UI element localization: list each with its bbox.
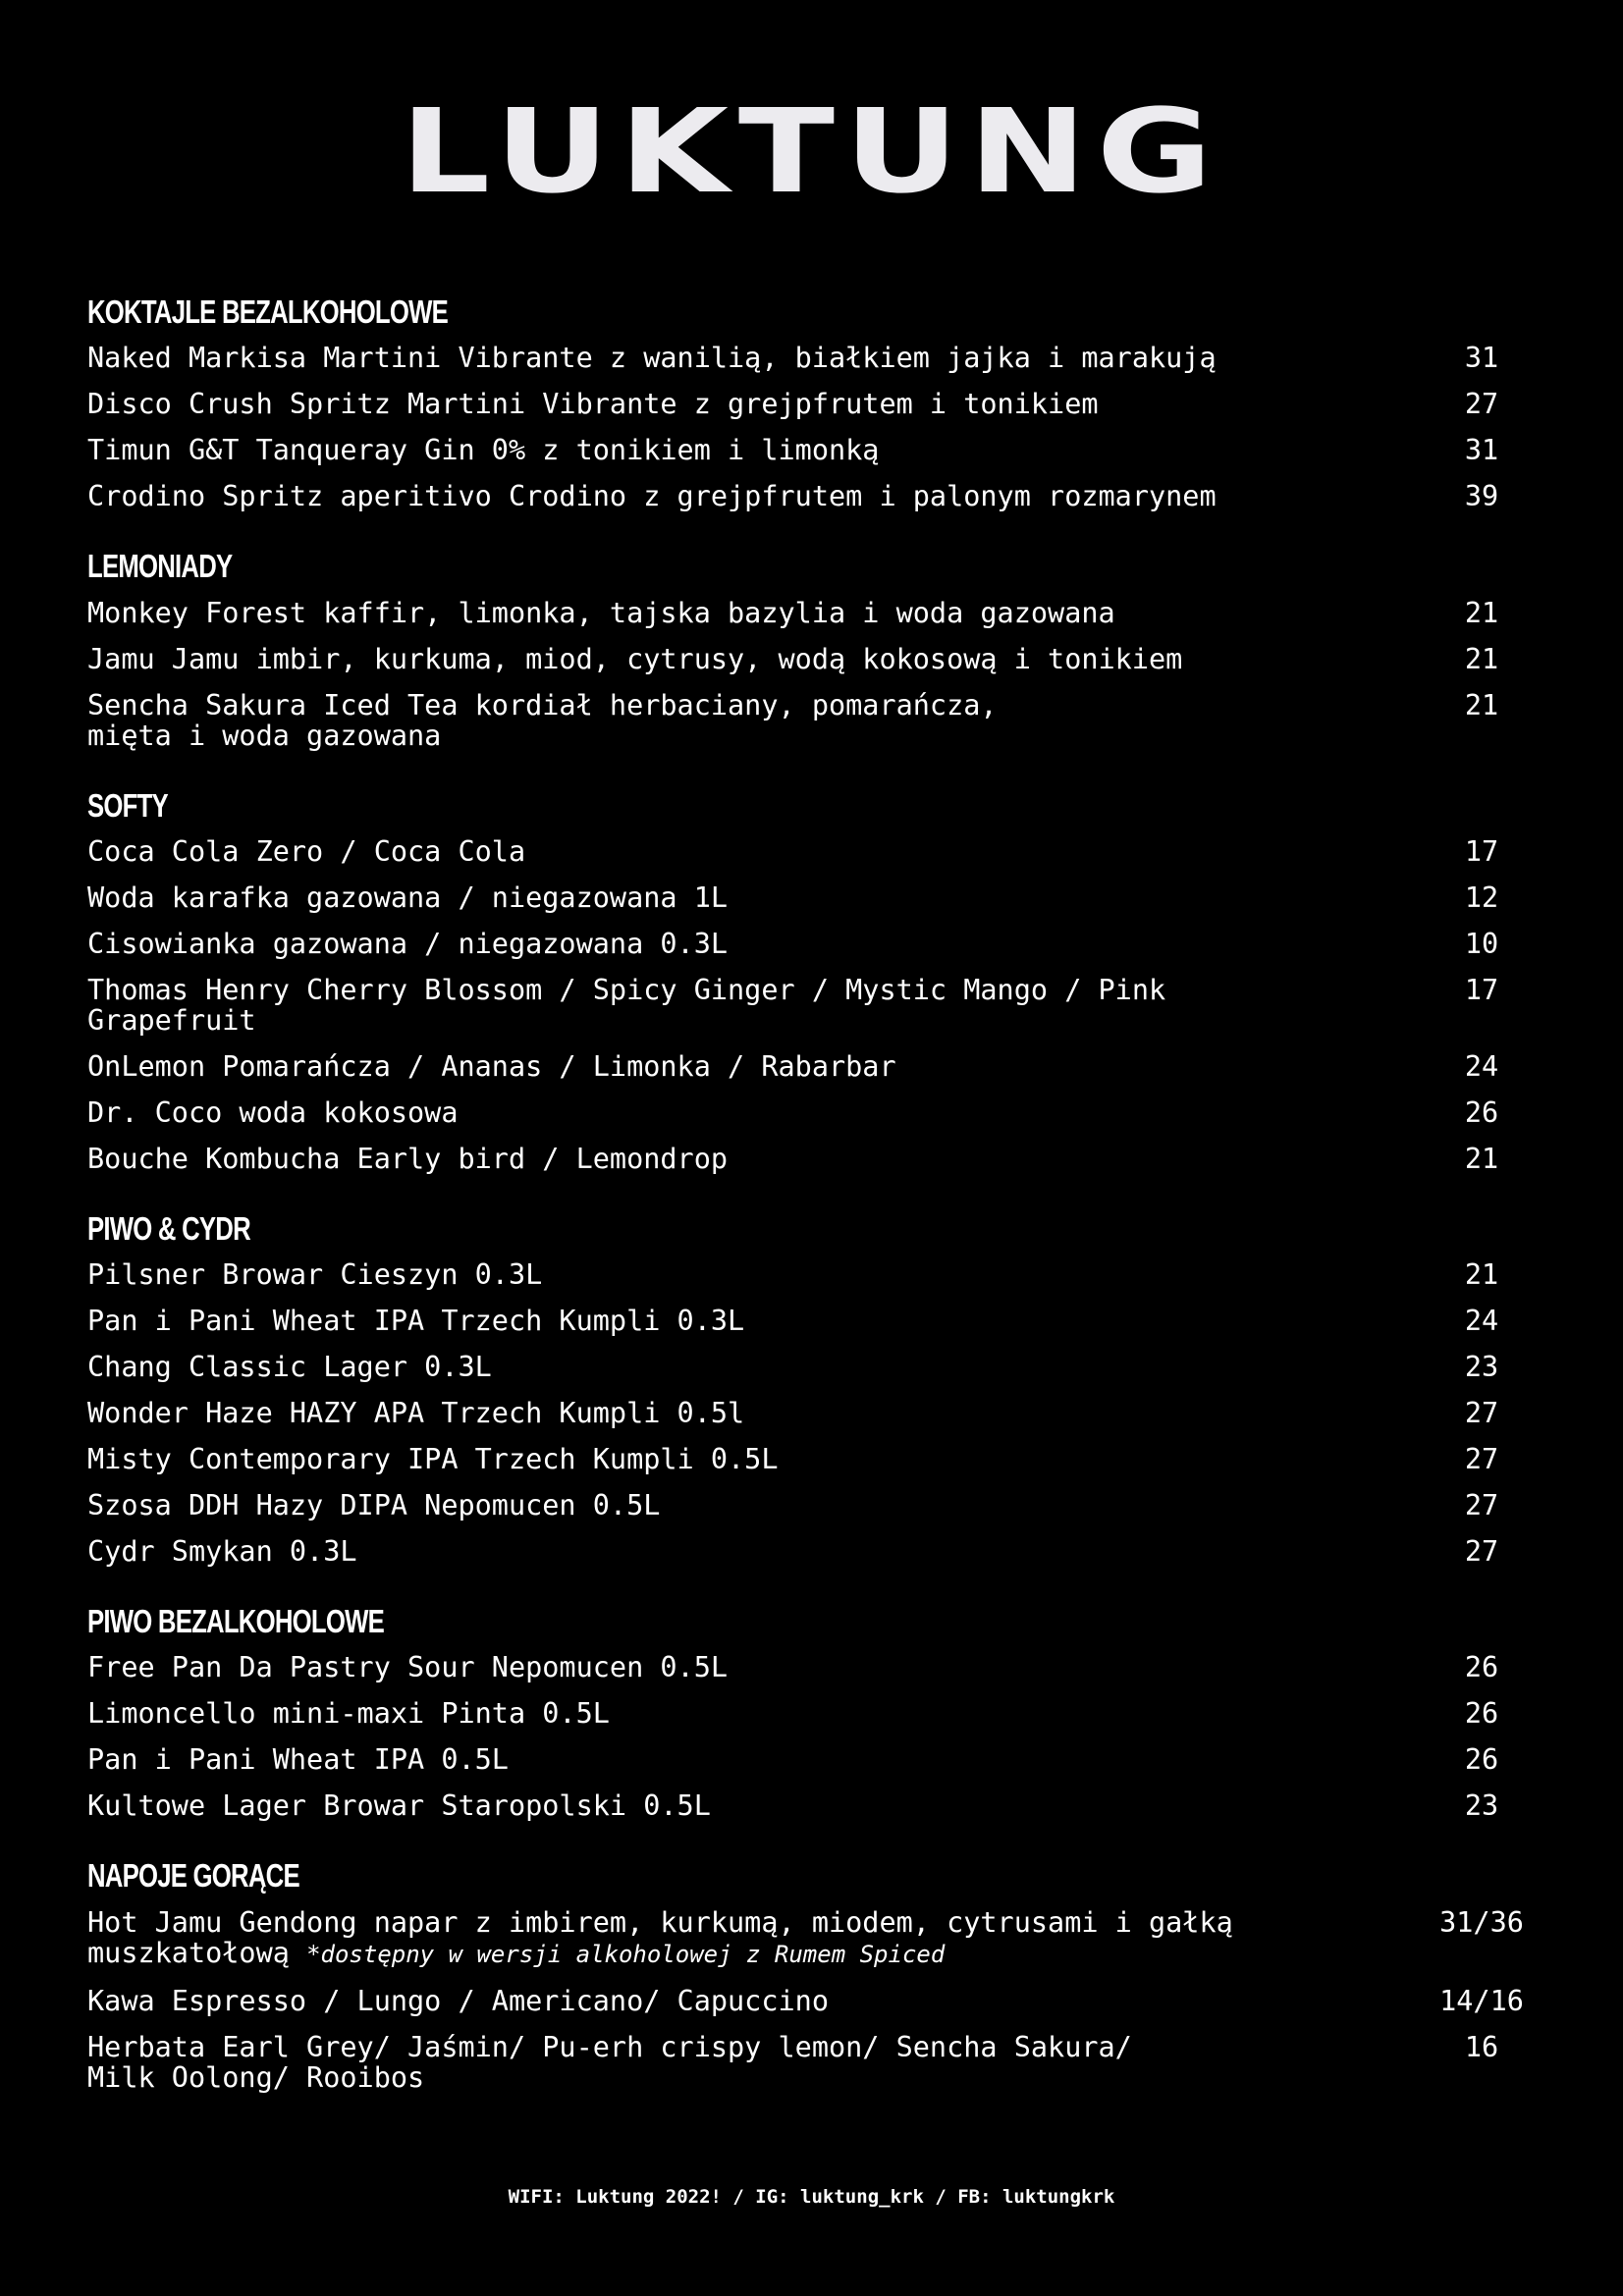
menu-item-price: 27	[1464, 1443, 1499, 1476]
menu-item	[87, 1907, 1541, 1970]
menu-item	[87, 836, 1541, 867]
menu-item-name-wrap	[87, 1144, 1295, 1174]
menu-item-name-wrap	[87, 435, 1295, 465]
menu-item-name: Crodino Spritz aperitivo Crodino z grejpfrutem i palonym rozmarynem	[87, 480, 1217, 513]
menu-item-note: *dostępny w wersji alkoholowej z Rumem Spiced	[306, 1940, 946, 1968]
menu-item-name-wrap	[87, 1536, 1295, 1567]
menu-item-name: Szosa DDH Hazy DIPA Nepomucen 0.5L	[87, 1489, 661, 1522]
menu-item	[87, 1144, 1541, 1174]
menu-item-name: Wonder Haze HAZY APA Trzech Kumpli 0.5l	[87, 1397, 745, 1430]
section-title: LEMONIADY	[87, 548, 233, 585]
menu-item-name: Pan i Pani Wheat IPA 0.5L	[87, 1743, 509, 1777]
menu-item	[87, 1352, 1541, 1382]
menu-item-name: Herbata Earl Grey/ Jaśmin/ Pu-erh crispy lemon/ Sencha Sakura/ Milk Oolong/ Rooibos	[87, 2030, 1132, 2094]
menu-item-price: 10	[1464, 927, 1499, 960]
menu-item-name-wrap	[87, 1306, 1295, 1336]
section-title: PIWO BEZALKOHOLOWE	[87, 1603, 384, 1640]
menu-item-price: 27	[1464, 1397, 1499, 1430]
menu-item	[87, 1490, 1541, 1521]
menu-item	[87, 882, 1541, 913]
menu-item-name-wrap	[87, 1744, 1295, 1775]
menu-item-name: Kawa Espresso / Lungo / Americano/ Capuccino	[87, 1984, 829, 2017]
menu-item-name: OnLemon Pomarańcza / Ananas / Limonka / Rabarbar	[87, 1049, 896, 1083]
section-title: NAPOJE GORĄCE	[87, 1857, 299, 1895]
menu-item-price: 21	[1464, 1258, 1499, 1292]
menu-item-price: 23	[1464, 1351, 1499, 1384]
menu-item	[87, 389, 1541, 419]
menu-item	[87, 2032, 1541, 2093]
menu-item-price: 31	[1464, 342, 1499, 375]
menu-item-price: 12	[1464, 881, 1499, 914]
menu-item	[87, 975, 1541, 1036]
menu-item-name: Timun G&T Tanqueray Gin 0% z tonikiem i limonką	[87, 434, 880, 467]
menu-item-name-wrap	[87, 929, 1295, 959]
menu-item-name-wrap	[87, 1259, 1295, 1290]
menu-item-name-wrap	[87, 1490, 1295, 1521]
menu-item-name: Pilsner Browar Cieszyn 0.3L	[87, 1258, 543, 1292]
menu-item-price: 16	[1464, 2030, 1499, 2063]
menu-item-price: 21	[1464, 688, 1499, 721]
menu	[87, 294, 1541, 2130]
menu-item-name-wrap	[87, 1097, 1295, 1128]
menu-item	[87, 1097, 1541, 1128]
menu-item-price: 26	[1464, 1095, 1499, 1129]
menu-item-name-wrap	[87, 343, 1295, 373]
menu-item	[87, 1744, 1541, 1775]
menu-item-name-wrap	[87, 1790, 1295, 1821]
menu-item-price: 27	[1464, 388, 1499, 421]
menu-item-price: 24	[1464, 1049, 1499, 1083]
menu-item	[87, 343, 1541, 373]
menu-item-name-wrap	[87, 1907, 1295, 1970]
menu-item-name-wrap	[87, 836, 1295, 867]
section-title: KOKTAJLE BEZALKOHOLOWE	[87, 294, 449, 330]
menu-section	[87, 788, 1541, 1174]
menu-item-name: Pan i Pani Wheat IPA Trzech Kumpli 0.3L	[87, 1305, 745, 1338]
footer-info: WIFI: Luktung 2022! / IG: luktung_krk / FB: luktungkrk	[508, 2186, 1115, 2208]
menu-item-price: 17	[1464, 973, 1499, 1006]
menu-item-name-wrap	[87, 1652, 1295, 1682]
menu-item-name-wrap	[87, 2032, 1295, 2093]
menu-item-name: Limoncello mini-maxi Pinta 0.5L	[87, 1697, 610, 1731]
menu-item	[87, 598, 1541, 628]
menu-item-price: 26	[1464, 1651, 1499, 1684]
menu-item-name: Naked Markisa Martini Vibrante z wanilią, białkiem jajka i marakują	[87, 342, 1217, 375]
menu-item	[87, 1306, 1541, 1336]
menu-item	[87, 1051, 1541, 1082]
menu-item-name: Cydr Smykan 0.3L	[87, 1535, 357, 1569]
menu-section	[87, 1604, 1541, 1821]
menu-item-price: 21	[1464, 1142, 1499, 1175]
menu-item-name-wrap	[87, 389, 1295, 419]
menu-item	[87, 1652, 1541, 1682]
menu-item-name: Coca Cola Zero / Coca Cola	[87, 834, 526, 868]
menu-item-name: Disco Crush Spritz Martini Vibrante z grejpfrutem i tonikiem	[87, 388, 1099, 421]
section-title: SOFTY	[87, 786, 168, 824]
menu-section	[87, 294, 1541, 511]
logo	[0, 83, 1623, 219]
menu-item-price: 23	[1464, 1789, 1499, 1823]
menu-item	[87, 1986, 1541, 2016]
menu-item-name: Cisowianka gazowana / niegazowana 0.3L	[87, 927, 729, 960]
menu-item-price: 39	[1464, 480, 1499, 513]
menu-item	[87, 1536, 1541, 1567]
menu-item-name: Free Pan Da Pastry Sour Nepomucen 0.5L	[87, 1651, 729, 1684]
menu-item-name-wrap	[87, 1986, 1295, 2016]
menu-item-price: 24	[1464, 1305, 1499, 1338]
menu-item-name-wrap	[87, 882, 1295, 913]
menu-item-name-wrap	[87, 1444, 1295, 1474]
menu-item	[87, 644, 1541, 674]
menu-item	[87, 690, 1541, 751]
menu-item-price: 31	[1464, 434, 1499, 467]
menu-item-price: 27	[1464, 1489, 1499, 1522]
menu-item-name-wrap	[87, 690, 1295, 751]
menu-item-name-wrap	[87, 598, 1295, 628]
menu-item-name: Dr. Coco woda kokosowa	[87, 1095, 459, 1129]
menu-item-name: Kultowe Lager Browar Staropolski 0.5L	[87, 1789, 711, 1823]
logo-text: LUKTUNG	[400, 83, 1223, 219]
menu-item-price: 26	[1464, 1743, 1499, 1777]
menu-section	[87, 1211, 1541, 1567]
menu-item	[87, 481, 1541, 511]
section-title: PIWO & CYDR	[87, 1209, 250, 1247]
menu-item	[87, 1259, 1541, 1290]
menu-item-name: Chang Classic Lager 0.3L	[87, 1351, 492, 1384]
menu-item-name-wrap	[87, 1398, 1295, 1428]
menu-item	[87, 929, 1541, 959]
menu-item-price: 21	[1464, 596, 1499, 629]
menu-item-name: Misty Contemporary IPA Trzech Kumpli 0.5L	[87, 1443, 779, 1476]
menu-item	[87, 1398, 1541, 1428]
menu-item-name: Monkey Forest kaffir, limonka, tajska bazylia i woda gazowana	[87, 596, 1115, 629]
menu-item-name-wrap	[87, 1698, 1295, 1729]
menu-item-name-wrap	[87, 644, 1295, 674]
menu-item	[87, 1444, 1541, 1474]
menu-item-name-wrap	[87, 1352, 1295, 1382]
menu-section	[87, 1858, 1541, 2092]
menu-item-name: Bouche Kombucha Early bird / Lemondrop	[87, 1142, 729, 1175]
menu-item-name-wrap	[87, 975, 1295, 1036]
menu-item-name-wrap	[87, 1051, 1295, 1082]
menu-item	[87, 1790, 1541, 1821]
menu-item-price: 21	[1464, 642, 1499, 675]
menu-item	[87, 1698, 1541, 1729]
menu-section	[87, 549, 1541, 750]
menu-item-price: 14/16	[1439, 1984, 1524, 2017]
menu-item-price: 17	[1464, 834, 1499, 868]
menu-item-name: Jamu Jamu imbir, kurkuma, miod, cytrusy, wodą kokosową i tonikiem	[87, 642, 1183, 675]
menu-item-price: 26	[1464, 1697, 1499, 1731]
menu-item-name-wrap	[87, 481, 1295, 511]
menu-item-name: Hot Jamu Gendong napar z imbirem, kurkumą, miodem, cytrusami i gałką muszkatołową	[87, 1905, 1233, 1969]
menu-item-price: 27	[1464, 1535, 1499, 1569]
menu-item-name: Sencha Sakura Iced Tea kordiał herbaciany, pomarańcza, mięta i woda gazowana	[87, 688, 998, 752]
menu-item-name: Thomas Henry Cherry Blossom / Spicy Ginger / Mystic Mango / Pink Grapefruit	[87, 973, 1166, 1037]
menu-item-price: 31/36	[1439, 1905, 1524, 1939]
menu-item	[87, 435, 1541, 465]
menu-item-name: Woda karafka gazowana / niegazowana 1L	[87, 881, 729, 914]
